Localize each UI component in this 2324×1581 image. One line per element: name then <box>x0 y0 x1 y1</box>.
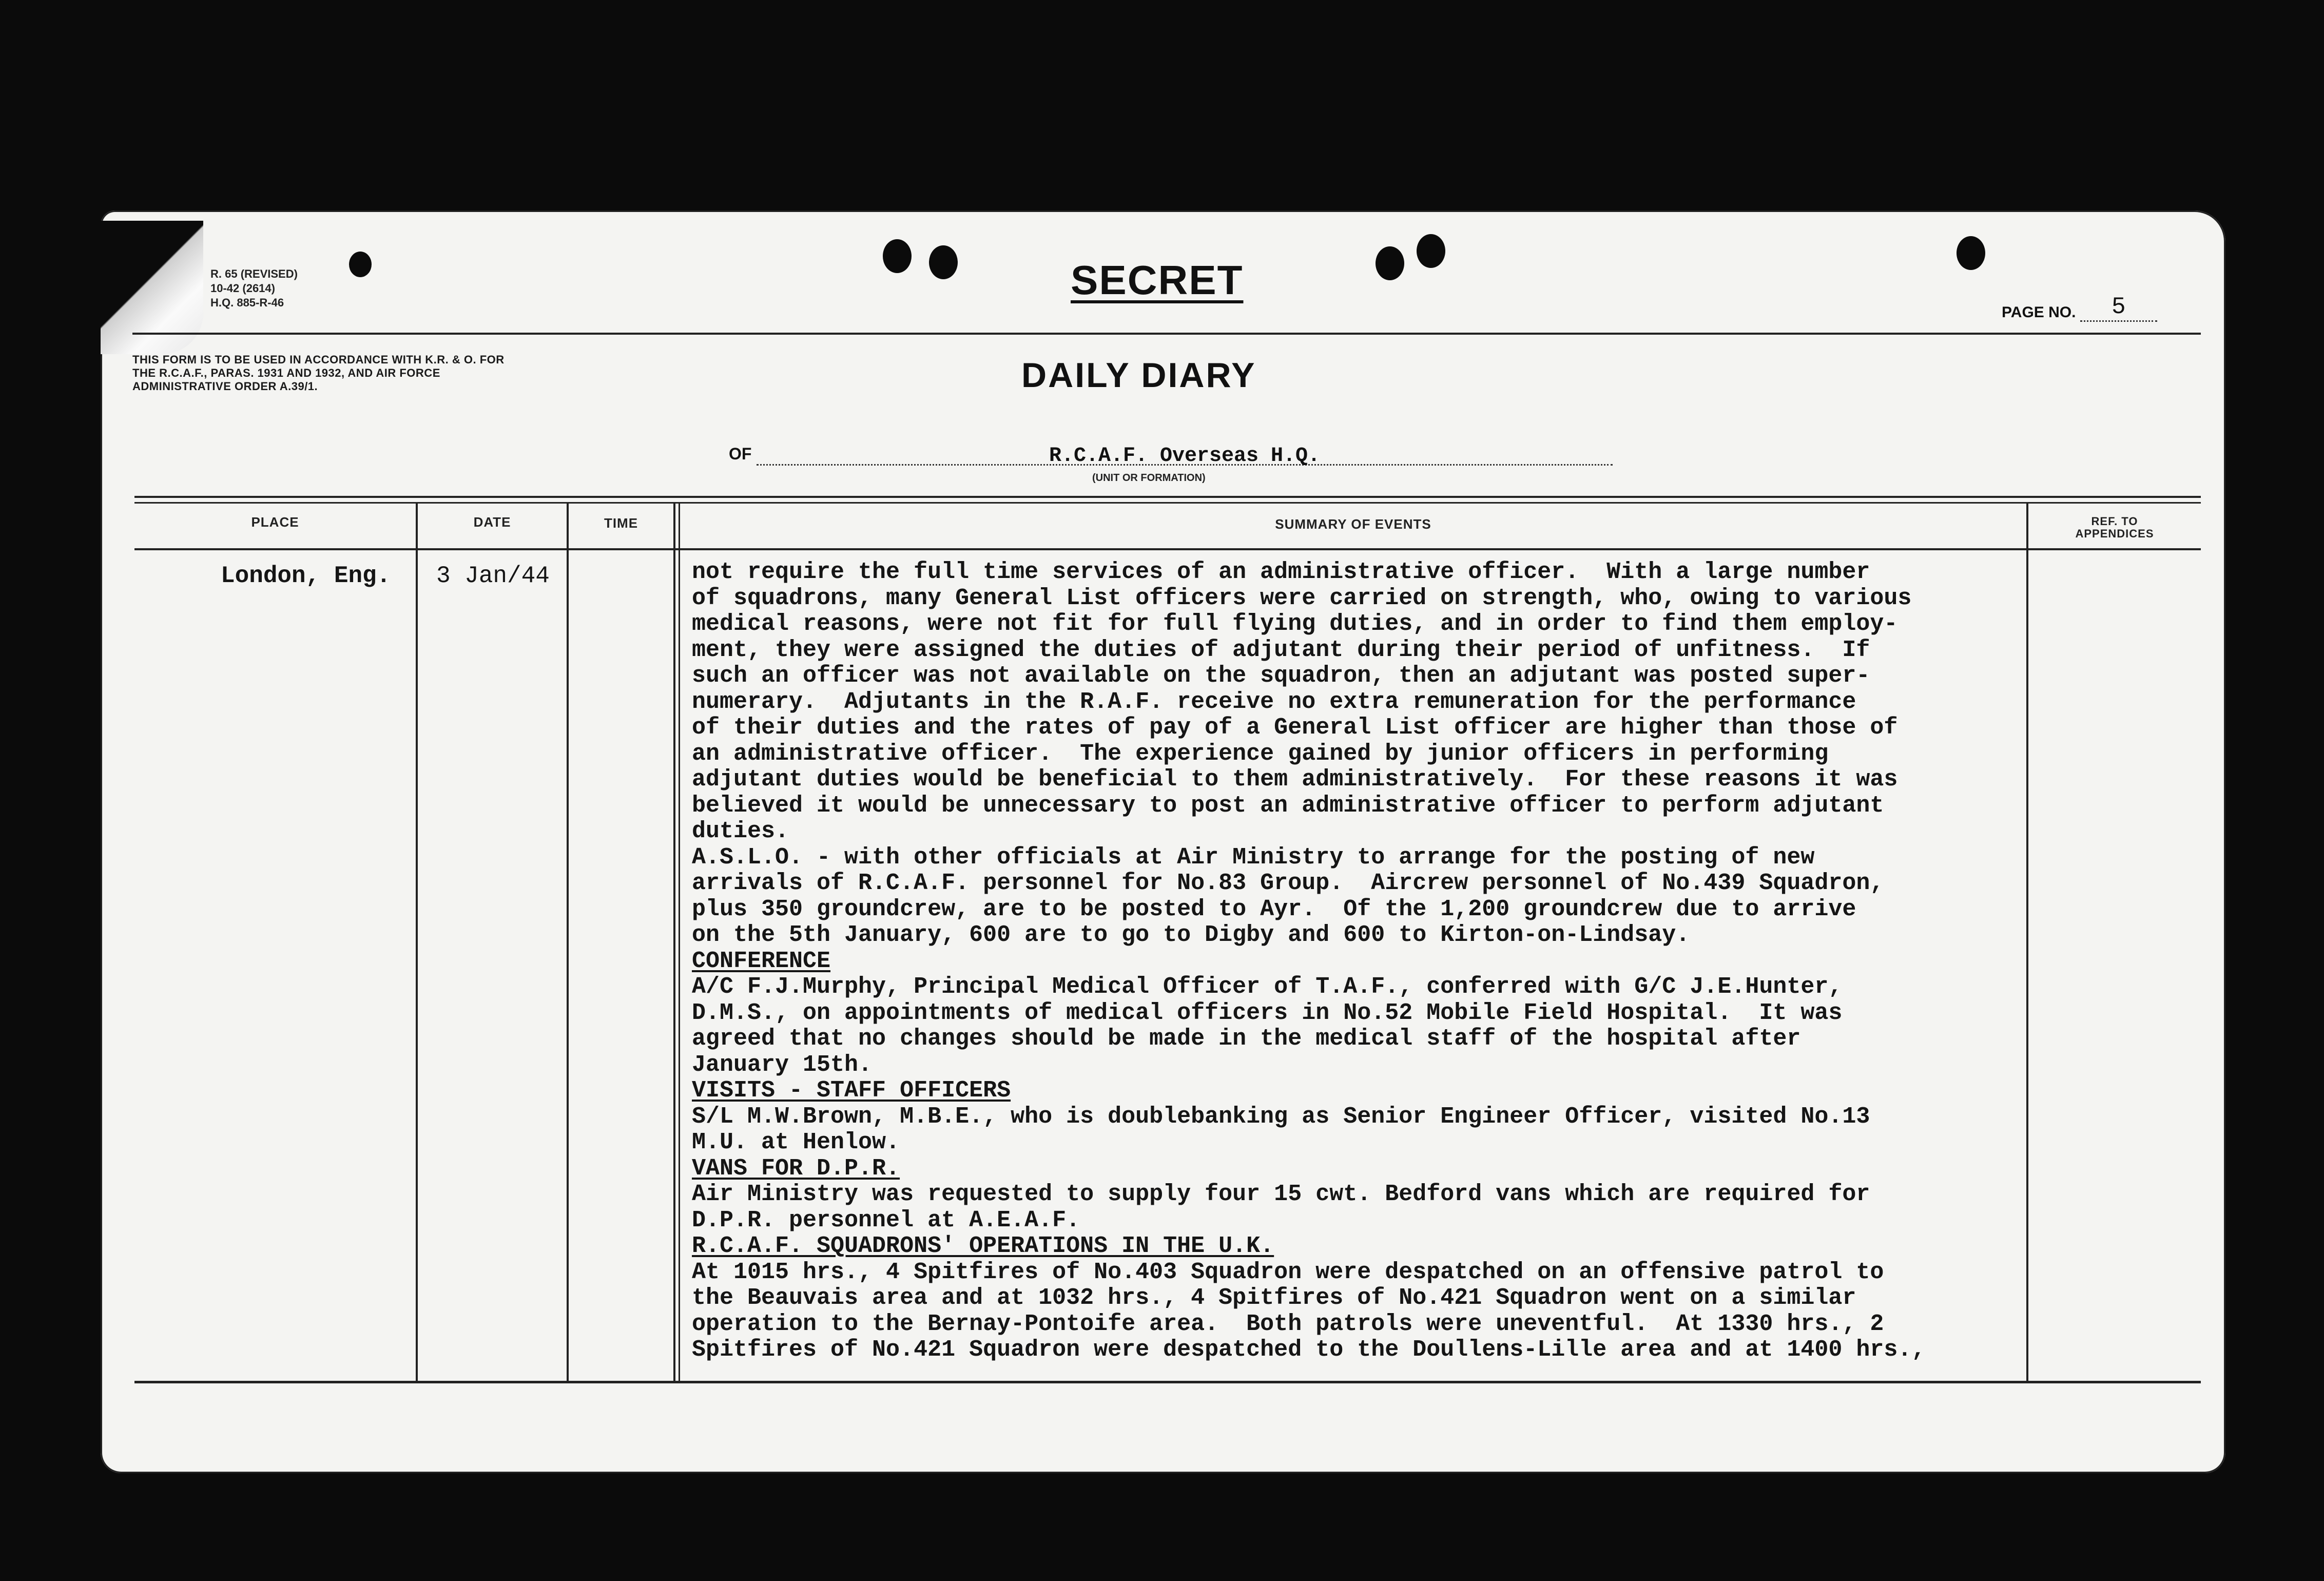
entry-date: 3 Jan/44 <box>436 563 550 589</box>
summary-line: numerary. Adjutants in the R.A.F. receive no extra remuneration for the performance <box>692 688 1856 715</box>
summary-line: of squadrons, many General List officers were carried on strength, who, owing to various <box>692 585 1912 611</box>
summary-line: D.P.R. personnel at A.E.A.F. <box>692 1207 1080 1233</box>
summary-line: believed it would be unnecessary to post an administrative officer to perform adjutant <box>692 792 1884 819</box>
section-heading: VISITS - STAFF OFFICERS <box>692 1077 1011 1104</box>
punch-hole <box>883 239 912 273</box>
punch-hole <box>1957 236 1985 270</box>
summary-line: on the 5th January, 600 are to go to Digby and 600 to Kirton-on-Lindsay. <box>692 922 1690 948</box>
summary-line: A.S.L.O. - with other officials at Air Ministry to arrange for the posting of new <box>692 844 1815 871</box>
page-number-field <box>2002 294 2157 326</box>
section-heading: CONFERENCE <box>692 948 831 974</box>
column-header-date: DATE <box>473 514 511 530</box>
security-marking: SECRET <box>1071 257 1244 303</box>
summary-line: January 15th. <box>692 1051 873 1078</box>
column-divider <box>673 502 675 1381</box>
summary-line: not require the full time services of an administrative officer. With a large number <box>692 559 1870 585</box>
summary-line: ment, they were assigned the duties of adjutant during their period of unfitness. If <box>692 637 1870 663</box>
summary-line: medical reasons, were not fit for full flying duties, and in order to find them employ- <box>692 611 1898 637</box>
summary-line: plus 350 groundcrew, are to be posted to Ayr. Of the 1,200 groundcrew due to arrive <box>692 896 1856 922</box>
column-header-place: PLACE <box>251 514 299 530</box>
section-heading: R.C.A.F. SQUADRONS' OPERATIONS IN THE U.K. <box>692 1233 1274 1259</box>
summary-line: the Beauvais area and at 1032 hrs., 4 Spitfires of No.421 Squadron went on a similar <box>692 1285 1856 1311</box>
column-divider <box>679 502 680 1381</box>
unit-name: R.C.A.F. Overseas H.Q. <box>757 445 1613 466</box>
summary-line: adjutant duties would be beneficial to them administratively. For these reasons it was <box>692 766 1898 793</box>
summary-line: M.U. at Henlow. <box>692 1129 900 1155</box>
column-divider <box>416 502 418 1381</box>
punch-hole <box>1376 246 1404 280</box>
summary-line: duties. <box>692 818 789 844</box>
table-top-rule <box>134 502 2201 504</box>
punch-hole <box>1417 234 1445 268</box>
summary-line: Air Ministry was requested to supply four 15 cwt. Bedford vans which are required for <box>692 1181 1870 1207</box>
summary-line: At 1015 hrs., 4 Spitfires of No.403 Squadron were despatched on an offensive patrol to <box>692 1259 1884 1285</box>
summary-line: S/L M.W.Brown, M.B.E., who is doublebanking as Senior Engineer Officer, visited No.13 <box>692 1103 1870 1130</box>
header-rule <box>132 333 2201 335</box>
punch-hole <box>929 245 958 279</box>
page-number-label: PAGE NO. <box>2002 304 2076 321</box>
of-label: OF <box>729 445 752 463</box>
column-header-appendices: REF. TO APPENDICES <box>2075 515 2154 540</box>
unit-caption: (UNIT OR FORMATION) <box>1092 472 1206 484</box>
summary-line: agreed that no changes should be made in the medical staff of the hospital after <box>692 1026 1801 1052</box>
column-header-time: TIME <box>604 515 638 531</box>
header-bottom-rule <box>134 548 2201 550</box>
summary-of-events <box>692 560 2047 1363</box>
column-header-summary: SUMMARY OF EVENTS <box>1275 516 1431 532</box>
summary-line: an administrative officer. The experience gained by junior officers in performing <box>692 740 1829 767</box>
summary-line: such an officer was not available on the squadron, then an adjutant was posted super- <box>692 663 1870 689</box>
page-number: 5 <box>2080 294 2157 322</box>
summary-line: of their duties and the rates of pay of a General List officer are higher than those of <box>692 715 1898 741</box>
section-heading: VANS FOR D.P.R. <box>692 1155 900 1182</box>
summary-line: operation to the Bernay-Pontoife area. Both patrols were uneventful. At 1330 hrs., 2 <box>692 1310 1884 1337</box>
column-divider <box>567 502 569 1381</box>
summary-line: A/C F.J.Murphy, Principal Medical Officer of T.A.F., conferred with G/C J.E.Hunter, <box>692 974 1843 1000</box>
summary-line: D.M.S., on appointments of medical officers in No.52 Mobile Field Hospital. It was <box>692 999 1843 1026</box>
entry-place: London, Eng. <box>221 563 391 589</box>
page-title: DAILY DIARY <box>1021 356 1256 395</box>
summary-line: arrivals of R.C.A.F. personnel for No.83 Group. Aircrew personnel of No.439 Squadron, <box>692 870 1884 896</box>
form-code: R. 65 (REVISED) 10-42 (2614) H.Q. 885-R-46 <box>210 267 298 309</box>
form-instructions: THIS FORM IS TO BE USED IN ACCORDANCE WITH K.R. & O. FOR THE R.C.A.F., PARAS. 1931 AND 1932, AND AIR FORCE ADMINISTRATIVE ORDER A.39/1. <box>132 353 505 393</box>
table-bottom-rule <box>134 1381 2201 1383</box>
punch-hole <box>349 252 372 277</box>
table-top-rule <box>134 496 2201 498</box>
summary-line: Spitfires of No.421 Squadron were despatched to the Doullens-Lille area and at 1400 hrs., <box>692 1337 1926 1363</box>
